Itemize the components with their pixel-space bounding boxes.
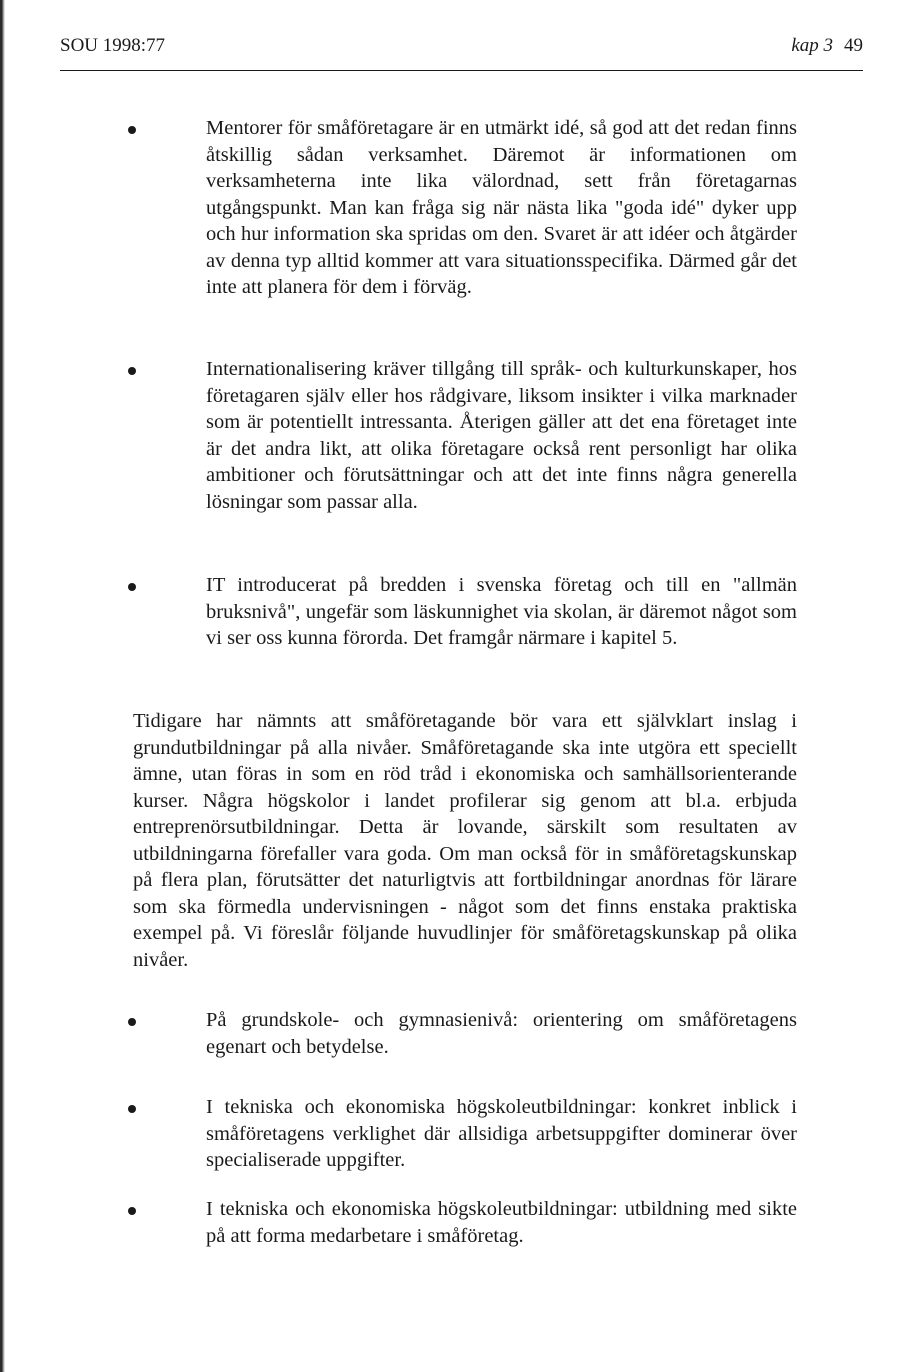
page-number: 49 [844, 35, 863, 56]
chapter-label: kap 3 [791, 35, 833, 56]
bullet-item-it: IT introducerat på bredden i svenska företag och till en "allmän bruksnivå", ungefär som läskunnighet via skolan, är däremot något som vi ser oss kunna förorda. Det framgår närmare i kapitel 5. [206, 574, 797, 649]
bullet-marker [128, 583, 136, 591]
running-header [60, 32, 863, 60]
bullet-marker [128, 1207, 136, 1215]
header-rule [60, 70, 863, 71]
body-paragraph: Tidigare har nämnts att småföretagande bör vara ett självklart inslag i grundutbildningar på alla nivåer. Småföretagande ska inte utgöra ett speciellt ämne, utan föras in som en röd tråd i ekonomiska och samhällsorienterande kurser. Några högskolor i landet profilerar sig genom att bl.a. erbjuda entreprenörsutbildningar. Detta är lovande, särskilt som resultaten av utbildningarna förefaller vara goda. Om man också för in småföretagskunskap på flera plan, förutsätter det naturligtvis att fortbildningar anordnas för lärare som ska förmedla undervisningen - något som det finns enstaka praktiska exempel på. Vi föreslår följande huvudlinjer för småföretagskunskap på olika nivåer. [133, 710, 797, 971]
bullet-marker [128, 126, 136, 134]
bullet-item-hogskola-utbildning: I tekniska och ekonomiska högskoleutbildningar: utbildning med sikte på att forma medarbetare i småföretag. [206, 1198, 797, 1247]
bullet-marker [128, 1105, 136, 1113]
bullet-item-internationalisering: Internationalisering kräver tillgång till språk- och kulturkunskaper, hos företagaren själv eller hos rådgivare, liksom insikter i vilka marknader som är potentiellt intressanta. Återigen gäller att det ena företaget inte är det andra likt, att olika företagare också rent personligt har olika ambitioner och förutsättningar och att det inte finns några generella lösningar som passar alla. [206, 358, 797, 513]
bullet-item-hogskola-inblick: I tekniska och ekonomiska högskoleutbildningar: konkret inblick i småföretagens verklighet där allsidiga arbetsuppgifter dominerar över specialiserade uppgifter. [206, 1096, 797, 1171]
document-series-label: SOU 1998:77 [60, 35, 166, 56]
bullet-marker [128, 1018, 136, 1026]
bullet-marker [128, 367, 136, 375]
page-edge-shadow [0, 0, 5, 1372]
chapter-page-label [791, 32, 863, 60]
bullet-item-mentorer: Mentorer för småföretagare är en utmärkt idé, så god att det redan finns åtskillig sådan verksamhet. Däremot är informationen om verksamheterna inte lika välordnad, sett från företagarnas utgångspunkt. Man kan fråga sig när nästa lika "goda idé" dyker upp och hur information ska spridas om den. Svaret är att idéer och åtgärder av denna typ alltid kommer att vara situationsspecifika. Därmed går det inte att planera för dem i förväg. [206, 117, 797, 298]
bullet-item-grundskole: På grundskole- och gymnasienivå: orientering om småföretagens egenart och betydelse. [206, 1009, 797, 1058]
